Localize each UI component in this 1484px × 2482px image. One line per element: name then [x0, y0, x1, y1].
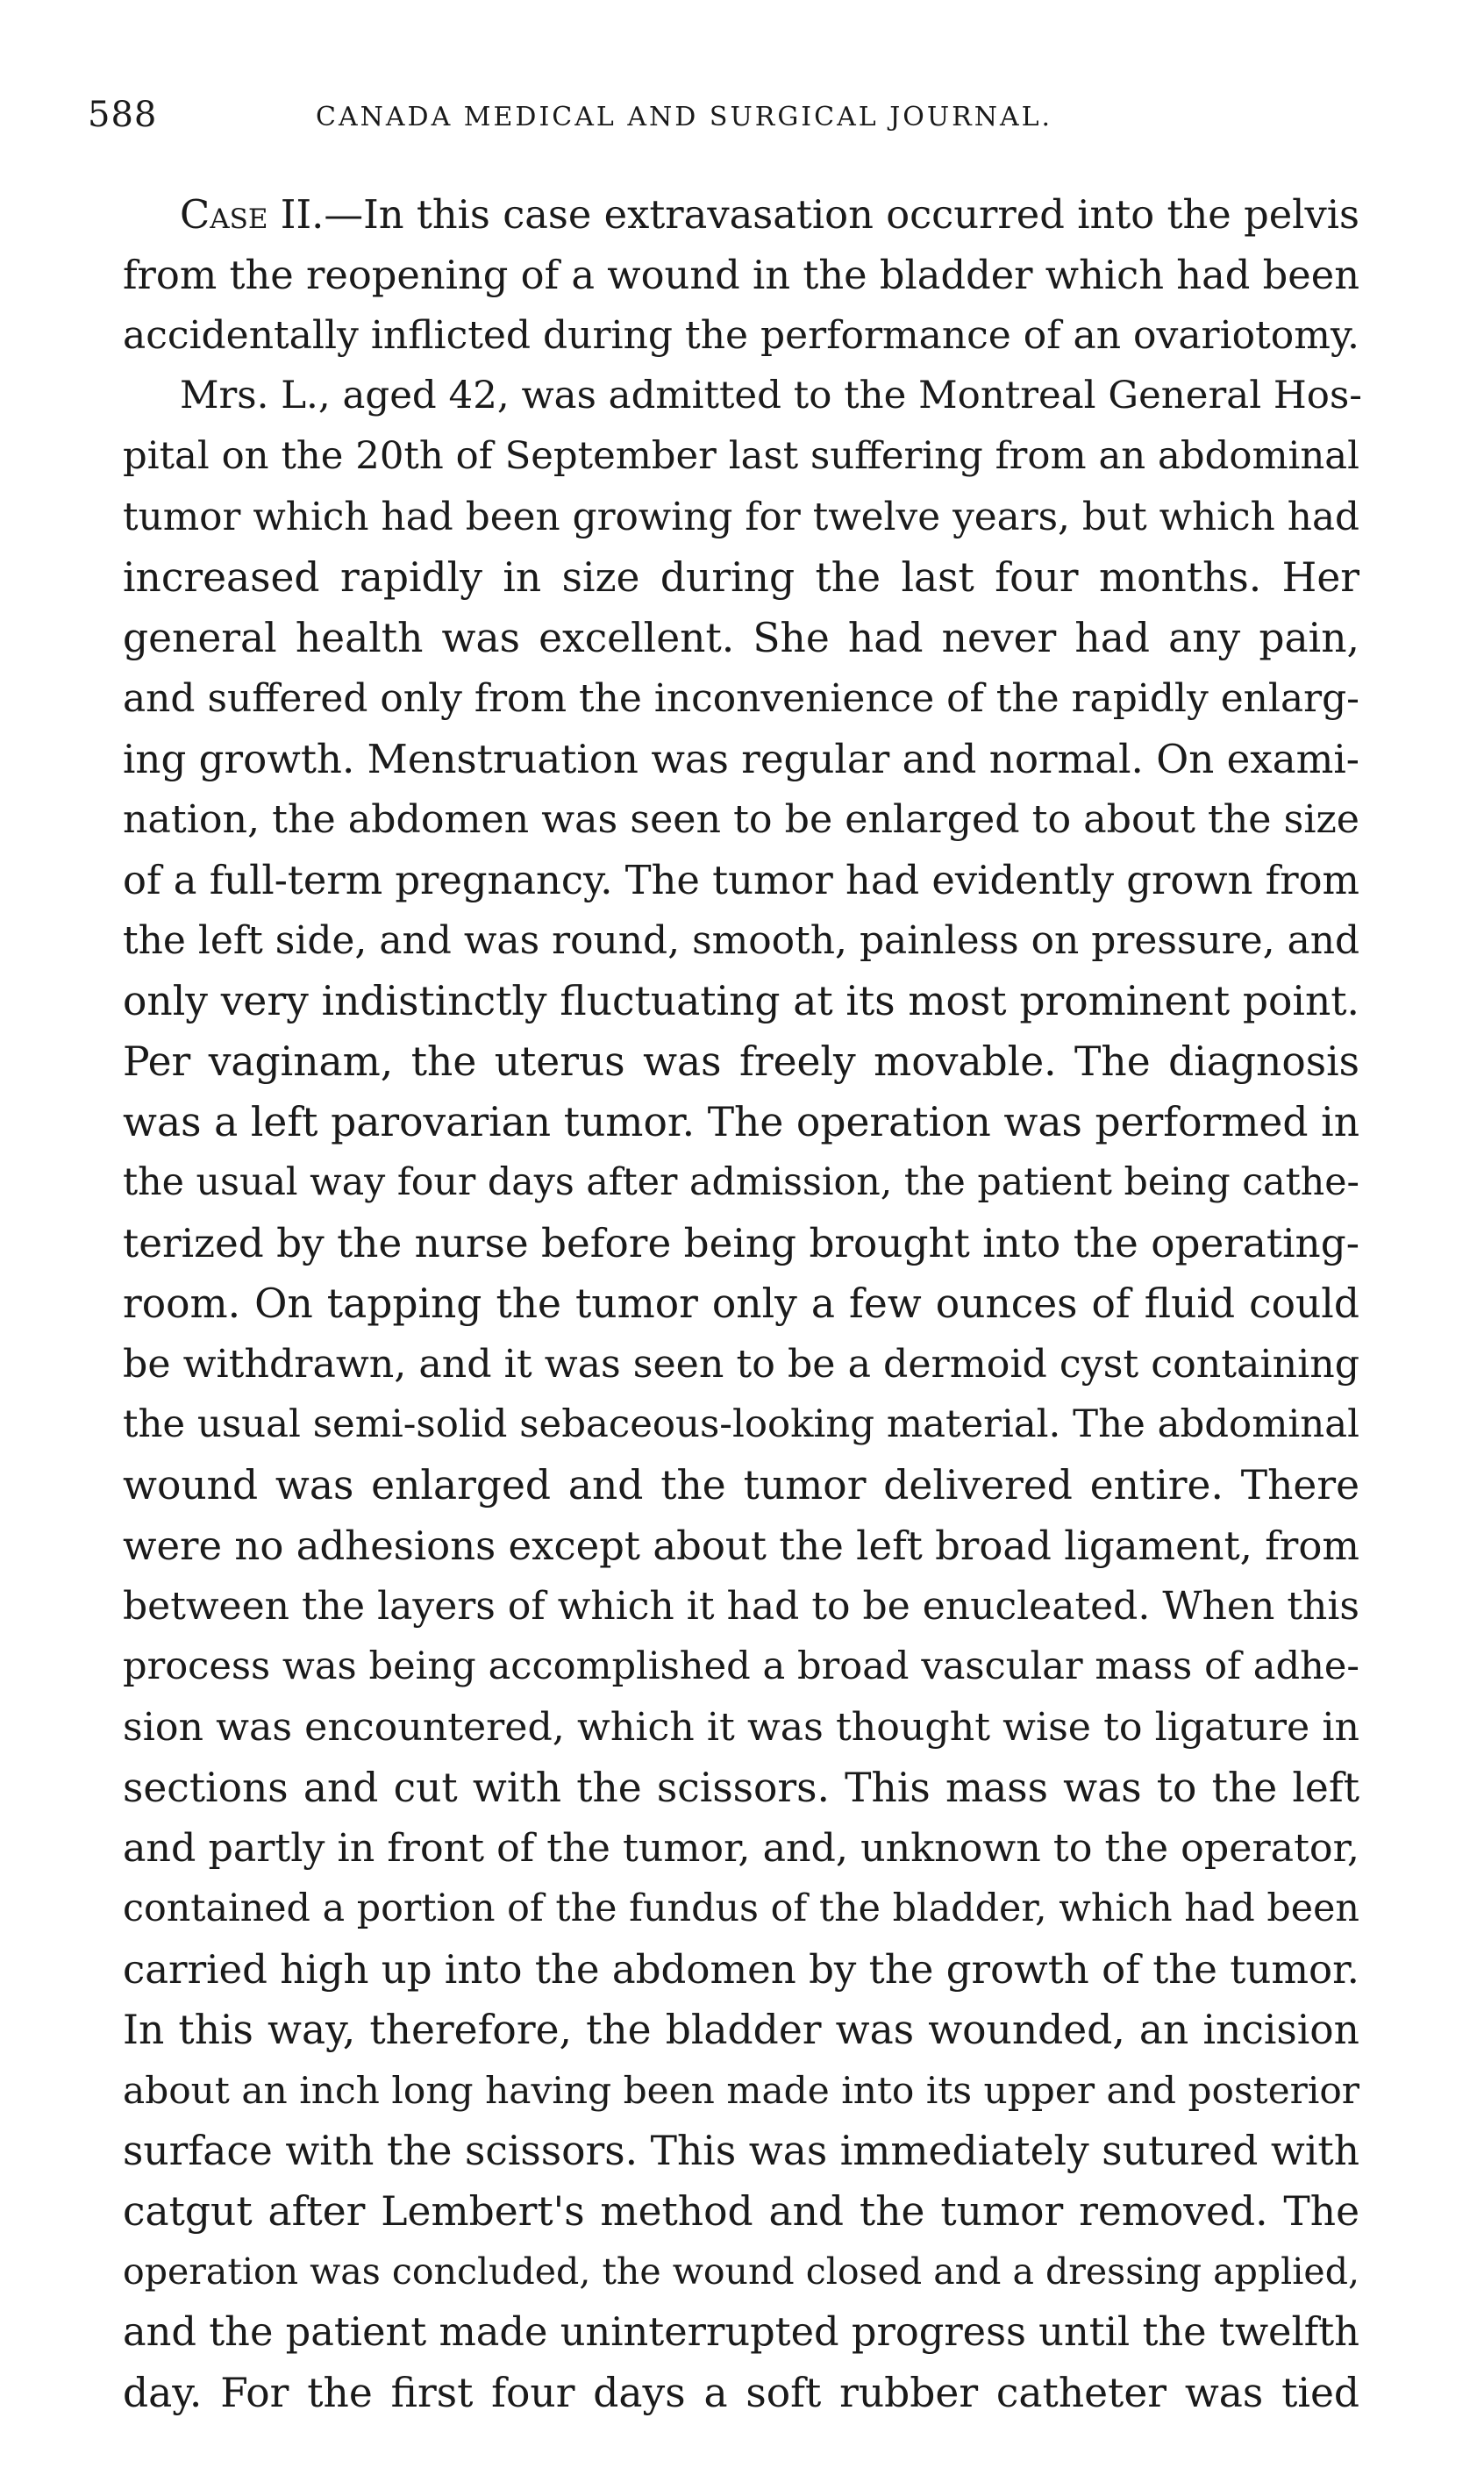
text-line: of a full-term pregnancy. The tumor had evidently grown from	[123, 857, 1359, 903]
text-line: wound was enlarged and the tumor delivered entire. There	[123, 1462, 1359, 1508]
text-line: terized by the nurse before being brought into the operating-	[123, 1220, 1359, 1266]
text-line: and partly in front of the tumor, and, unknown to the operator,	[123, 1826, 1359, 1871]
text-line: day. For the first four days a soft rubber catheter was tied	[123, 2370, 1359, 2416]
text-line: and suffered only from the inconvenience of the rapidly enlarg-	[123, 676, 1359, 721]
text-line: surface with the scissors. This was immediately sutured with	[123, 2128, 1359, 2174]
text-line: ing growth. Menstruation was regular and normal. On exami-	[123, 736, 1359, 782]
text-line: increased rapidly in size during the last four months. Her	[123, 554, 1359, 601]
text-line: between the layers of which it had to be enucleated. When this	[123, 1584, 1359, 1629]
text-line: only very indistinctly fluctuating at its most prominent point.	[123, 978, 1359, 1024]
article-body	[123, 184, 1362, 2423]
text-line	[123, 184, 1359, 245]
text-line: were no adhesions except about the left broad ligament, from	[123, 1523, 1359, 1569]
text-line: Mrs. L., aged 42, was admitted to the Montreal General Hos-	[180, 374, 1362, 417]
text-line: catgut after Lembert's method and the tumor removed. The	[123, 2188, 1359, 2235]
text-line: the usual semi-solid sebaceous-looking material. The abdominal	[123, 1402, 1359, 1446]
text-line: sections and cut with the scissors. This mass was to the left	[123, 1765, 1359, 1811]
text-line: general health was excellent. She had never had any pain,	[123, 615, 1359, 661]
page-header	[88, 95, 1359, 156]
text-line: and the patient made uninterrupted progress until the twelfth	[123, 2309, 1359, 2355]
page-number: 588	[88, 95, 158, 135]
text-line: pital on the 20th of September last suffering from an abdominal	[123, 434, 1359, 478]
text-line: accidentally inflicted during the performance of an ovariotomy.	[123, 313, 1359, 358]
text-line: contained a portion of the fundus of the bladder, which had been	[123, 1886, 1359, 1930]
text-line: Per vaginam, the uterus was freely movable. The diagnosis	[123, 1038, 1359, 1085]
text-line: process was being accomplished a broad vascular mass of adhe-	[123, 1644, 1359, 1688]
text-line: sion was encountered, which it was thought wise to ligature in	[123, 1705, 1359, 1750]
text-line: In this way, therefore, the bladder was wounded, an incision	[123, 2007, 1359, 2053]
text-line: was a left parovarian tumor. The operation was performed in	[123, 1099, 1359, 1145]
running-title: CANADA MEDICAL AND SURGICAL JOURNAL.	[316, 102, 1053, 132]
text-line-content: —In this case extravasation occurred into the pelvis	[324, 191, 1359, 238]
text-line: nation, the abdomen was seen to be enlarged to about the size	[123, 797, 1359, 842]
case-heading: Case II.	[180, 191, 325, 238]
text-line: room. On tapping the tumor only a few ounces of fluid could	[123, 1280, 1359, 1327]
text-line: operation was concluded, the wound closed and a dressing applied,	[123, 2250, 1359, 2293]
text-line: from the reopening of a wound in the bladder which had been	[123, 252, 1359, 298]
text-line: carried high up into the abdomen by the growth of the tumor.	[123, 1946, 1359, 1993]
text-line: tumor which had been growing for twelve years, but which had	[123, 495, 1359, 539]
text-line: the left side, and was round, smooth, painless on pressure, and	[123, 918, 1360, 963]
text-line: be withdrawn, and it was seen to be a dermoid cyst containing	[123, 1342, 1360, 1387]
text-line: the usual way four days after admission, the patient being cathe-	[123, 1160, 1359, 1204]
text-line: about an inch long having been made into its upper and posterior	[123, 2069, 1359, 2112]
